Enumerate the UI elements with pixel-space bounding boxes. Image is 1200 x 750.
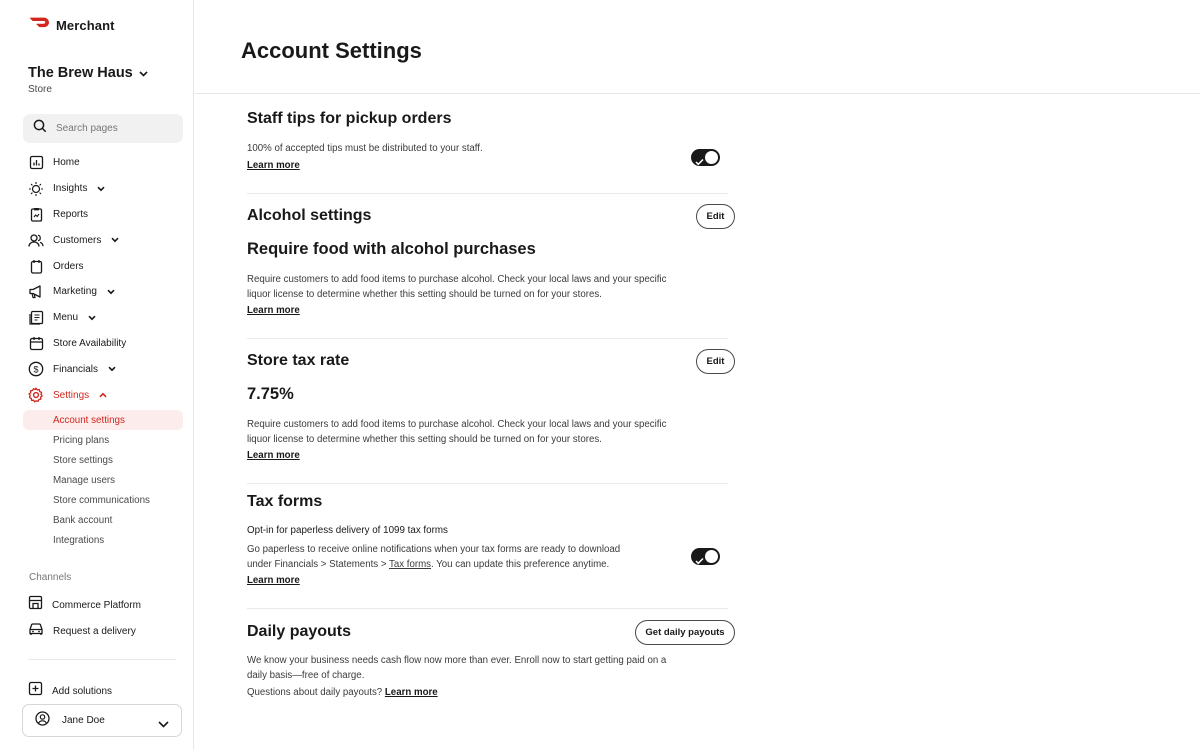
alcohol-desc: Require customers to add food items to purchase alcohol. Check your local laws and your specific liquor license to determine whether this setting should be turned on for your stores. (247, 274, 667, 300)
nav-label-request-delivery: Request a delivery (53, 625, 136, 637)
brand-name: Merchant (56, 17, 115, 33)
nav-label-customers: Customers (53, 234, 102, 246)
daily-payouts-question-line (247, 686, 438, 701)
nav-item-marketing[interactable] (0, 279, 194, 305)
chevron-down-icon (107, 289, 115, 295)
tax-rate-learn-more-link[interactable]: Learn more (247, 450, 300, 461)
check-icon (695, 552, 704, 570)
nav-item-store-availability[interactable] (0, 331, 194, 357)
section-divider (247, 338, 728, 339)
chevron-up-icon (99, 392, 107, 398)
section-divider (247, 483, 728, 484)
tax-forms-desc (247, 543, 642, 572)
nav-item-insights[interactable] (0, 176, 194, 202)
plus-square-icon (28, 681, 43, 701)
lightbulb-icon (28, 181, 44, 197)
subnav-bank-account[interactable]: Bank account (53, 514, 113, 526)
nav-label-home: Home (53, 157, 80, 169)
staff-tips-desc: 100% of accepted tips must be distributed to your staff. (247, 143, 483, 154)
car-icon (28, 621, 44, 641)
tax-forms-learn-more-link[interactable]: Learn more (247, 575, 300, 586)
tax-rate-title: Store tax rate (247, 352, 350, 369)
toggle-knob (705, 151, 718, 164)
check-icon (695, 153, 704, 171)
staff-tips-title: Staff tips for pickup orders (247, 110, 452, 127)
store-type: Store (28, 84, 52, 95)
channels-heading: Channels (29, 572, 72, 583)
tax-forms-desc-pre: Go paperless to receive online notifications when your tax forms are ready to download under Financials > Statements > (247, 544, 621, 570)
user-avatar-icon (35, 711, 50, 731)
subnav-manage-users[interactable]: Manage users (53, 474, 116, 486)
customers-icon (28, 232, 44, 248)
menu-book-icon (28, 310, 44, 326)
chevron-down-icon (111, 237, 119, 243)
clipboard-icon (28, 206, 44, 222)
nav-label-financials: Financials (53, 363, 99, 375)
section-divider (247, 608, 728, 609)
svg-text:$: $ (33, 364, 39, 375)
subnav-integrations[interactable]: Integrations (53, 534, 105, 546)
brand[interactable] (29, 16, 115, 34)
home-chart-icon (28, 155, 44, 171)
tax-forms-toggle[interactable] (691, 548, 720, 565)
tax-rate-value: 7.75% (247, 385, 294, 403)
daily-payouts-question: Questions about daily payouts? (247, 687, 383, 698)
nav-label-reports: Reports (53, 208, 89, 220)
megaphone-icon (28, 284, 44, 300)
staff-tips-learn-more-link[interactable]: Learn more (247, 160, 300, 171)
nav-label-menu: Menu (53, 312, 79, 324)
chevron-down-icon (139, 64, 148, 82)
orders-bag-icon (28, 258, 44, 274)
store-switcher[interactable] (28, 64, 148, 82)
nav-label-settings: Settings (53, 389, 90, 401)
settings-subnav (0, 410, 194, 550)
daily-payouts-desc: We know your business needs cash flow now more than ever. Enroll now to start getting paid on a daily basis—free of charge. (247, 655, 667, 681)
nav-label-store-availability: Store Availability (53, 337, 127, 349)
tax-forms-optin-label: Opt-in for paperless delivery of 1099 tax forms (247, 525, 448, 536)
tax-forms-desc-post: . You can update this preference anytime. (430, 558, 610, 570)
sidebar (0, 0, 194, 750)
chevron-down-icon (97, 186, 105, 192)
nav-item-settings[interactable] (0, 382, 194, 408)
nav-item-request-delivery[interactable] (28, 621, 136, 641)
main-nav (0, 150, 194, 408)
nav-label-commerce-platform: Commerce Platform (52, 599, 141, 611)
nav-item-add-solutions[interactable] (28, 681, 112, 701)
storefront-icon (28, 595, 43, 615)
toggle-knob (705, 550, 718, 563)
nav-item-customers[interactable] (0, 227, 194, 253)
nav-item-menu[interactable] (0, 305, 194, 331)
staff-tips-toggle[interactable] (691, 149, 720, 166)
search-box (23, 114, 183, 143)
user-name: Jane Doe (62, 715, 105, 726)
alcohol-edit-button[interactable]: Edit (696, 204, 735, 229)
calendar-icon (28, 335, 44, 351)
search-input[interactable] (56, 123, 166, 134)
nav-item-home[interactable] (0, 150, 194, 176)
chevron-down-icon (108, 366, 116, 372)
subnav-pricing-plans[interactable]: Pricing plans (53, 434, 110, 446)
subnav-account-settings[interactable]: Account settings (23, 410, 183, 430)
nav-label-marketing: Marketing (53, 286, 97, 298)
subnav-store-communications[interactable]: Store communications (53, 494, 150, 506)
doordash-logo-icon (29, 16, 49, 34)
nav-label-add-solutions: Add solutions (52, 685, 113, 697)
alcohol-learn-more-link[interactable]: Learn more (247, 305, 300, 316)
subnav-store-settings[interactable]: Store settings (53, 454, 113, 466)
daily-payouts-title: Daily payouts (247, 623, 352, 640)
store-name: The Brew Haus (28, 65, 133, 81)
nav-item-commerce-platform[interactable] (28, 595, 141, 615)
gear-icon (28, 387, 44, 403)
nav-item-reports[interactable] (0, 202, 194, 228)
nav-item-orders[interactable] (0, 253, 194, 279)
chevron-down-icon (158, 715, 169, 733)
nav-label-insights: Insights (53, 183, 88, 195)
alcohol-subtitle: Require food with alcohol purchases (247, 240, 536, 258)
nav-item-financials[interactable] (0, 356, 194, 382)
tax-forms-title: Tax forms (247, 493, 323, 510)
daily-payouts-learn-more-link[interactable]: Learn more (384, 687, 438, 698)
alcohol-settings-title: Alcohol settings (247, 207, 372, 224)
section-divider (247, 193, 728, 194)
tax-rate-edit-button[interactable]: Edit (696, 349, 735, 374)
chevron-down-icon (88, 315, 96, 321)
nav-label-orders: Orders (53, 260, 84, 272)
dollar-circle-icon (28, 361, 44, 377)
page-title: Account Settings (241, 38, 422, 63)
search-icon (33, 119, 47, 138)
tax-rate-desc: Require customers to add food items to purchase alcohol. Check your local laws and your specific liquor license to determine whether this setting should be turned on for your stores. (247, 419, 667, 445)
header-divider (195, 93, 1200, 94)
user-menu[interactable] (22, 704, 182, 737)
tax-forms-inline-link[interactable]: Tax forms (389, 558, 431, 570)
get-daily-payouts-button[interactable]: Get daily payouts (635, 620, 735, 645)
sidebar-divider (28, 659, 176, 660)
